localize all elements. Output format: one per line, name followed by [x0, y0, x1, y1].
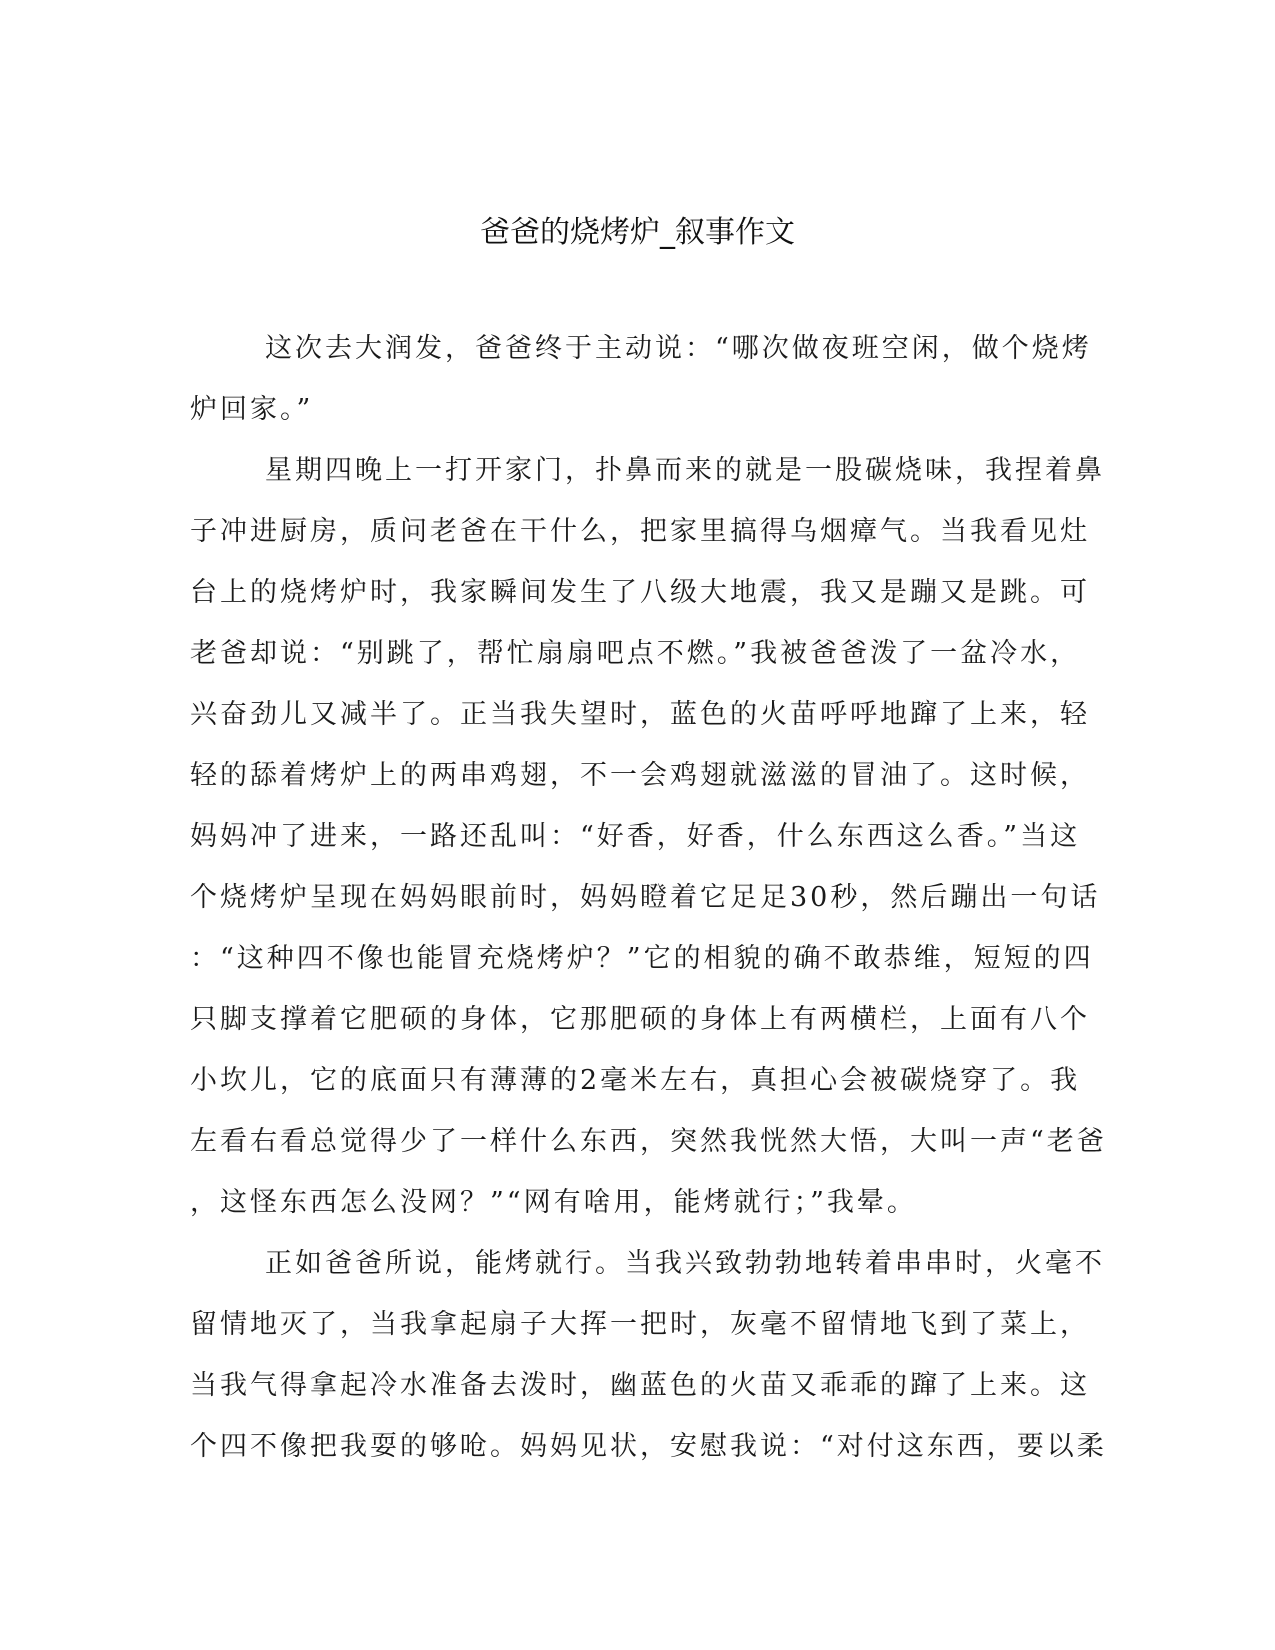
- text-line: 只脚支撑着它肥硕的身体，它那肥硕的身体上有两横栏，上面有八个: [190, 1004, 1090, 1035]
- text-line: 小坎儿，它的底面只有薄薄的2毫米左右，真担心会被碳烧穿了。我: [190, 1065, 1081, 1096]
- text-line: 个四不像把我耍的够呛。妈妈见状，安慰我说：“对付这东西，要以柔: [190, 1431, 1107, 1462]
- text-line: 老爸却说：“别跳了，帮忙扇扇吧点不燃。”我被爸爸泼了一盆冷水，: [190, 638, 1081, 669]
- text-line: 轻的舔着烤炉上的两串鸡翅，不一会鸡翅就滋滋的冒油了。这时候，: [190, 760, 1090, 791]
- text-line: 兴奋劲儿又减半了。正当我失望时，蓝色的火苗呼呼地蹿了上来，轻: [190, 699, 1090, 730]
- text-line: 炉回家。”: [190, 394, 314, 425]
- text-line: 左看右看总觉得少了一样什么东西，突然我恍然大悟，大叫一声“老爸: [190, 1126, 1107, 1157]
- document-title: 爸爸的烧烤炉_叙事作文: [480, 215, 795, 250]
- text-line: 妈妈冲了进来，一路还乱叫：“好香，好香，什么东西这么香。”当这: [190, 821, 1081, 852]
- text-line: ，这怪东西怎么没网？”“网有啥用，能烤就行；”我晕。: [190, 1187, 917, 1218]
- text-line: ：“这种四不像也能冒充烧烤炉？”它的相貌的确不敢恭维，短短的四: [190, 943, 1094, 974]
- text-line: 这次去大润发，爸爸终于主动说：“哪次做夜班空闲，做个烧烤: [265, 333, 1092, 364]
- text-line: 当我气得拿起冷水准备去泼时，幽蓝色的火苗又乖乖的蹿了上来。这: [190, 1370, 1090, 1401]
- text-line: 星期四晚上一打开家门，扑鼻而来的就是一股碳烧味，我捏着鼻: [265, 455, 1105, 486]
- document-body: [190, 318, 1107, 1477]
- text-line: 留情地灭了，当我拿起扇子大挥一把时，灰毫不留情地飞到了菜上，: [190, 1309, 1090, 1340]
- text-line: 台上的烧烤炉时，我家瞬间发生了八级大地震，我又是蹦又是跳。可: [190, 577, 1090, 608]
- text-line: 正如爸爸所说，能烤就行。当我兴致勃勃地转着串串时，火毫不: [265, 1248, 1105, 1279]
- text-line: 子冲进厨房，质问老爸在干什么，把家里搞得乌烟瘴气。当我看见灶: [190, 516, 1090, 547]
- text-line: 个烧烤炉呈现在妈妈眼前时，妈妈瞪着它足足30秒，然后蹦出一句话: [190, 882, 1101, 913]
